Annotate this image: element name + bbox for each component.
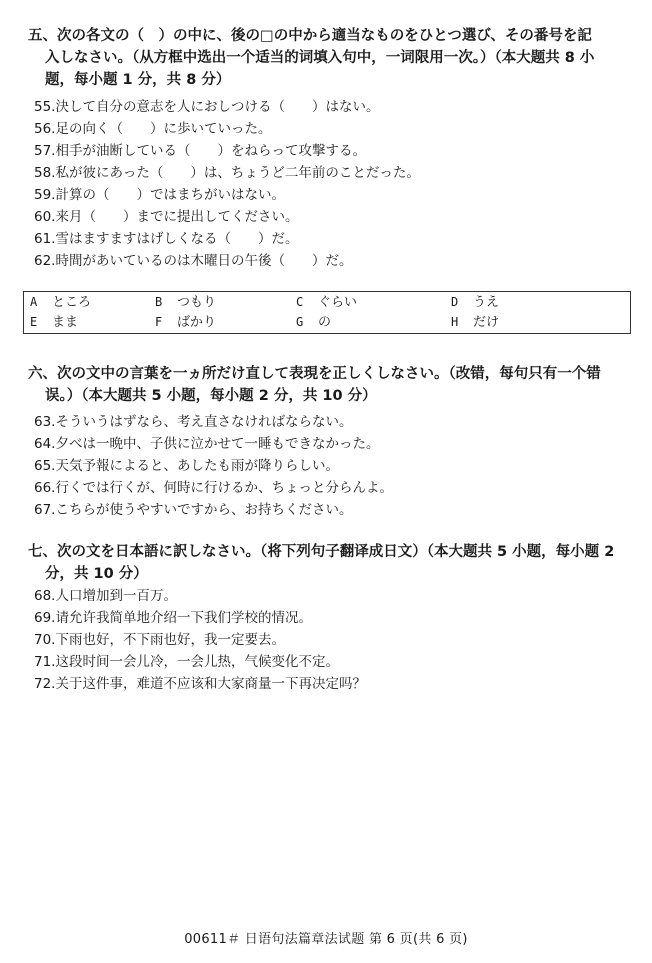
section-7-heading (28, 541, 628, 585)
question-63: 63.そういうはずなら、考え直さなければならない。 (34, 414, 353, 430)
question-56: 56.足の向く（ ）に歩いていった。 (34, 121, 272, 137)
choice-row-1 (24, 292, 630, 312)
section-7-title-line2: 分，共 10 分） (45, 566, 148, 582)
section-5-title-line1: 五、次の各文の（ ）の中に、後の□の中から適当なものをひとつ選び、その番号を記 (28, 28, 592, 44)
section-6-question-list (34, 411, 634, 521)
question-57: 57.相手が油断している（ ）をねらって攻撃する。 (34, 143, 366, 159)
question-71: 71.这段时间一会儿冷，一会儿热，气候变化不定。 (34, 654, 339, 670)
question-59: 59.計算の（ ）ではまちがいはない。 (34, 187, 285, 203)
question-58: 58.私が彼にあった（ ）は、ちょうど二年前のことだった。 (34, 165, 420, 181)
question-65: 65.天気予報によると、あしたも雨が降りらしい。 (34, 458, 339, 474)
question-69: 69.请允许我简单地介绍一下我们学校的情况。 (34, 610, 312, 626)
word-choice-box (23, 291, 631, 334)
section-6-heading (28, 363, 628, 407)
section-7-question-list (34, 585, 634, 695)
section-5-title-line2: 入しなさい。（从方框中选出一个适当的词填入句中，一词限用一次。）（本大题共 8 小 (45, 50, 595, 66)
choice-g: G の (296, 315, 332, 330)
section-7-title-line1: 七、次の文を日本語に訳しなさい。（将下列句子翻译成日文）（本大题共 5 小题，每小题 2 (28, 544, 615, 560)
choice-h: H だけ (451, 315, 500, 330)
choice-b: B つもり (155, 295, 217, 310)
choice-e: E まま (30, 315, 79, 330)
page-footer: 00611＃ 日语句法篇章法试题 第 6 页(共 6 页) (184, 932, 468, 947)
question-66: 66.行くでは行くが、何時に行けるか、ちょっと分らんよ。 (34, 480, 393, 496)
question-67: 67.こちらが使うやすいですから、お持ちください。 (34, 502, 353, 518)
choice-f: F ばかり (155, 315, 217, 330)
choice-row-2 (24, 312, 630, 332)
question-68: 68.人口增加到一百万。 (34, 588, 177, 604)
question-72: 72.关于这件事，难道不应该和大家商量一下再决定吗？ (34, 676, 366, 692)
question-70: 70.下雨也好，不下雨也好，我一定要去。 (34, 632, 285, 648)
question-62: 62.時間があいているのは木曜日の午後（ ）だ。 (34, 253, 353, 269)
section-5-question-list (34, 96, 634, 272)
section-5-title-line3: 题，每小题 1 分，共 8 分） (45, 72, 231, 88)
section-6-title-line2: 误。）（本大题共 5 小题，每小题 2 分，共 10 分） (45, 388, 377, 404)
question-64: 64.夕べは一晩中、子供に泣かせて一睡もできなかった。 (34, 436, 380, 452)
choice-a: A ところ (30, 295, 92, 310)
question-61: 61.雪はますますはげしくなる（ ）だ。 (34, 231, 299, 247)
section-5-heading (28, 25, 628, 91)
choice-d: D うえ (451, 295, 500, 310)
choice-c: C ぐらい (296, 295, 358, 310)
question-55: 55.決して自分の意志を人におしつける（ ）はない。 (34, 99, 380, 115)
question-60: 60.来月（ ）までに提出してください。 (34, 209, 299, 225)
section-6-title-line1: 六、次の文中の言葉を一ヵ所だけ直して表現を正しくしなさい。（改错，每句只有一个错 (28, 366, 601, 382)
